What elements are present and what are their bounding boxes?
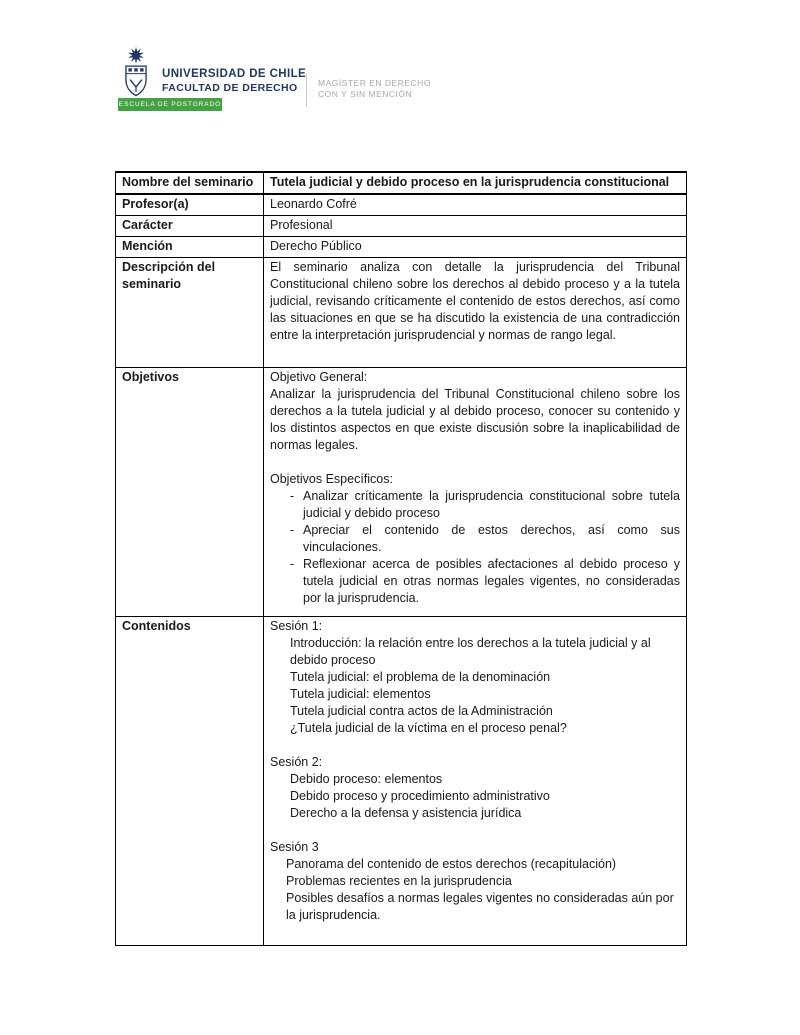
session-block-1 [270, 618, 680, 737]
session-block-3 [270, 839, 680, 924]
blank-line [270, 454, 680, 471]
row-label-descripcion: Descripción del seminario [116, 258, 264, 368]
blank-line [270, 737, 680, 754]
session-item: Tutela judicial: elementos [290, 687, 431, 701]
program-line-1: MAGÍSTER EN DERECHO [318, 78, 431, 88]
table-row-contenidos [116, 617, 687, 946]
session-item: Debido proceso: elementos [290, 772, 443, 786]
table-row-profesor [116, 194, 687, 216]
row-label-mencion: Mención [116, 237, 264, 258]
objetivo-general-text: Analizar la jurisprudencia del Tribunal Constitucional chileno sobre los derechos a la tutela judicial y al debido proceso, conocer su contenido y los distintos aspectos en que existe discusión sobre la inaplicabilidad de normas legales. [270, 387, 680, 452]
session-item: Posibles desafíos a normas legales vigentes no consideradas aún por la jurisprudencia. [286, 891, 674, 922]
university-emblem-icon [119, 46, 153, 103]
objetivo-especifico-item: - Reflexionar acerca de posibles afectaciones al debido proceso y tutela judicial en otras normas legales vigentes, no consideradas por la jurisprudencia. [290, 556, 680, 607]
session-items [270, 635, 680, 737]
objetivos-especificos-list [270, 488, 680, 607]
session-items [270, 856, 680, 924]
session-title: Sesión 3 [270, 840, 319, 854]
table-row-caracter [116, 216, 687, 237]
session-item: Tutela judicial: el problema de la denominación [290, 670, 551, 684]
row-value-caracter: Profesional [264, 216, 687, 237]
row-value-profesor: Leonardo Cofré [264, 194, 687, 216]
row-value-nombre: Tutela judicial y debido proceso en la jurisprudencia constitucional [264, 172, 687, 194]
blank-line [270, 822, 680, 839]
objetivos-especificos-title: Objetivos Específicos: [270, 472, 393, 486]
row-value-descripcion: El seminario analiza con detalle la jurisprudencia del Tribunal Constitucional chileno sobre los derechos al debido proceso y a la tutela judicial, revisando críticamente el contenido de estos derechos, así como las situaciones en que se ha discutido la existencia de una contradicción entre la interpretación jurisprudencial y normas de rango legal. [264, 258, 687, 368]
faculty-name: FACULTAD DE DERECHO [162, 82, 298, 94]
table-row-nombre [116, 172, 687, 194]
row-label-profesor: Profesor(a) [116, 194, 264, 216]
row-label-contenidos: Contenidos [116, 617, 264, 946]
objetivo-especifico-item: - Apreciar el contenido de estos derechos, así como sus vinculaciones. [290, 522, 680, 556]
session-item: Introducción: la relación entre los derechos a la tutela judicial y al debido proceso [290, 636, 651, 667]
table-row-mencion [116, 237, 687, 258]
school-banner: ESCUELA DE POSTGRADO [118, 98, 222, 111]
session-item: Problemas recientes en la jurisprudencia [286, 874, 512, 888]
row-value-contenidos [264, 617, 687, 946]
objetivo-general-title: Objetivo General: [270, 370, 368, 384]
row-label-nombre: Nombre del seminario [116, 172, 264, 194]
session-title: Sesión 1: [270, 619, 323, 633]
header-divider [306, 74, 307, 107]
session-items [270, 771, 680, 822]
row-value-objetivos [264, 368, 687, 617]
program-name [318, 78, 431, 100]
session-item: Tutela judicial contra actos de la Administración [290, 704, 553, 718]
session-title: Sesión 2: [270, 755, 323, 769]
table-row-descripcion [116, 258, 687, 368]
row-label-caracter: Carácter [116, 216, 264, 237]
session-item: ¿Tutela judicial de la víctima en el proceso penal? [290, 721, 567, 735]
university-name: UNIVERSIDAD DE CHILE [162, 68, 307, 80]
program-line-2: CON Y SIN MENCIÓN [318, 89, 413, 99]
row-label-objetivos: Objetivos [116, 368, 264, 617]
session-item: Derecho a la defensa y asistencia jurídica [290, 806, 522, 820]
session-item: Panorama del contenido de estos derechos (recapitulación) [286, 857, 617, 871]
session-block-2 [270, 754, 680, 822]
session-item: Debido proceso y procedimiento administrativo [290, 789, 550, 803]
row-value-mencion: Derecho Público [264, 237, 687, 258]
seminar-table [115, 171, 687, 946]
objetivo-especifico-item: - Analizar críticamente la jurisprudencia constitucional sobre tutela judicial y debido proceso [290, 488, 680, 522]
letterhead [118, 46, 578, 118]
table-row-objetivos [116, 368, 687, 617]
